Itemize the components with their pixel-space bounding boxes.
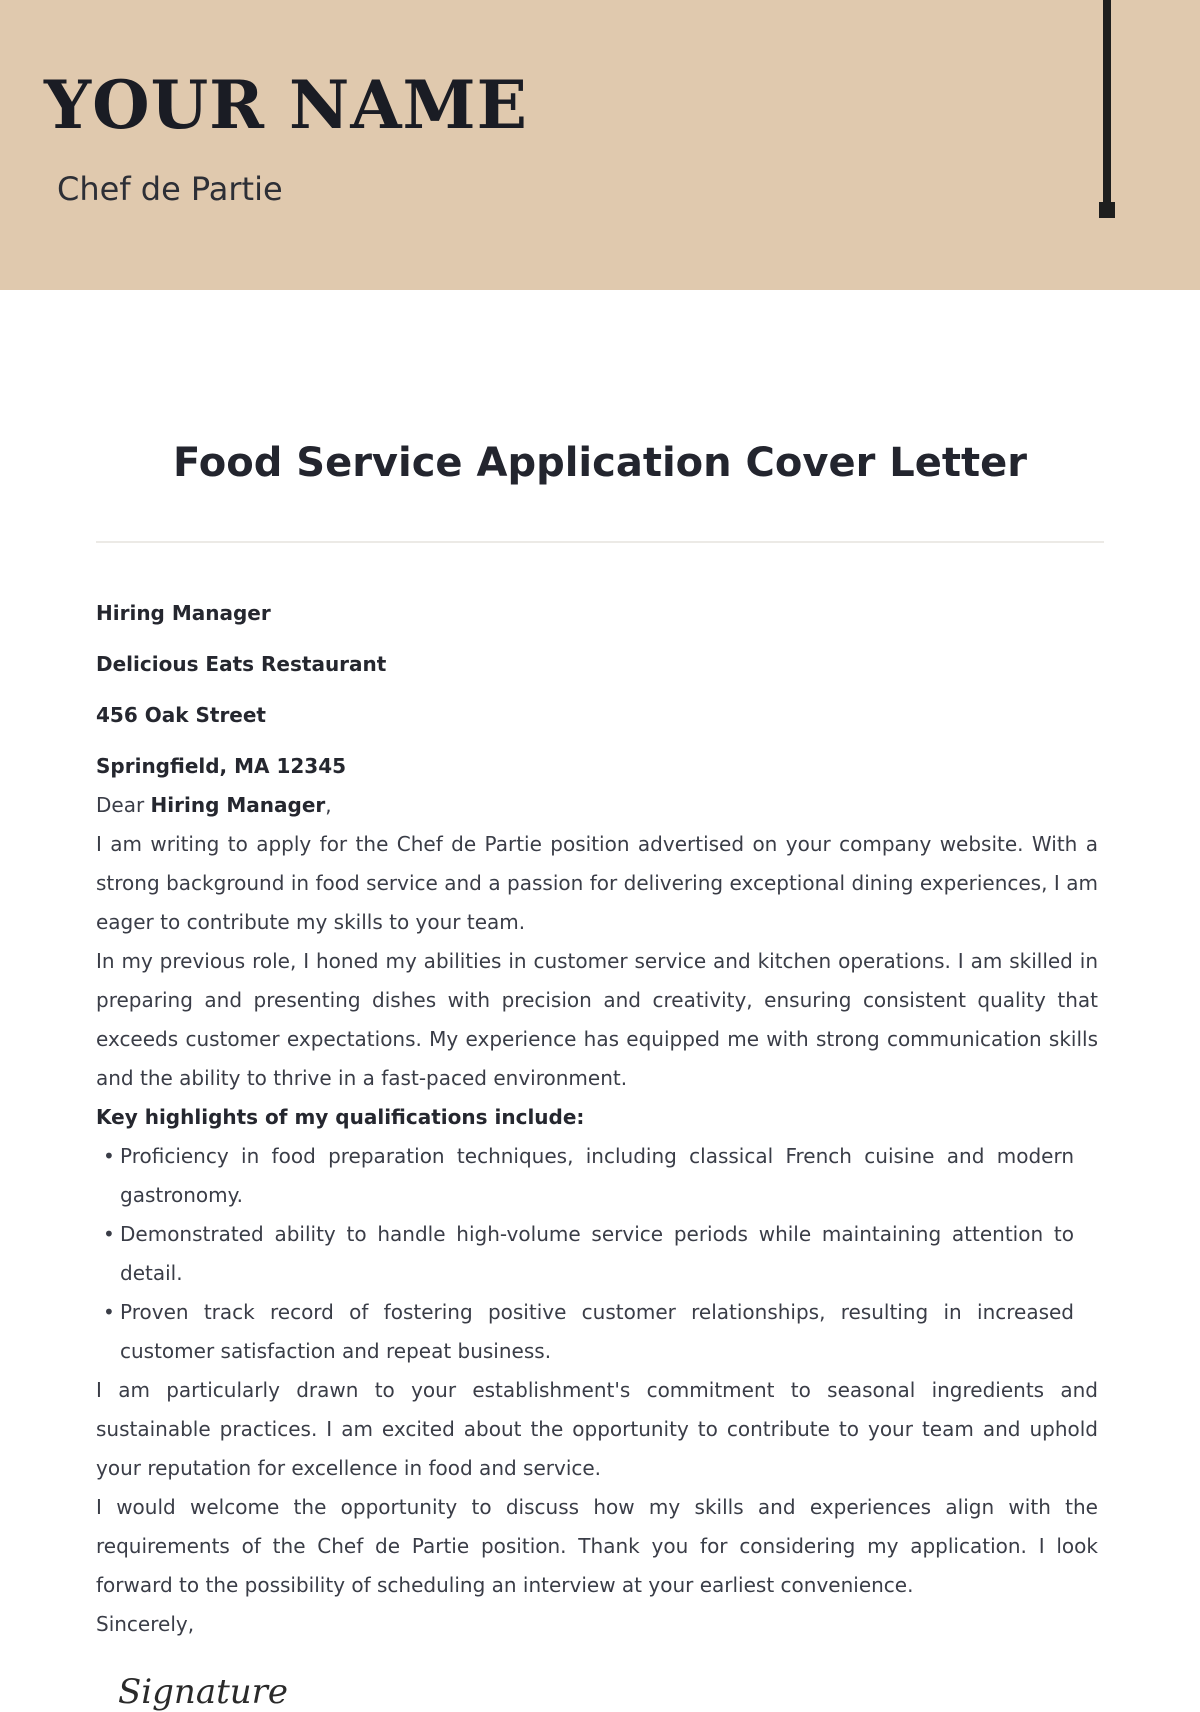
header-banner <box>0 0 1200 290</box>
bullet-icon: • <box>103 1222 115 1246</box>
recipient-city: Springfield, MA 12345 <box>96 754 347 778</box>
paragraph-closing: I would welcome the opportunity to discuss how my skills and experiences align with the requirements of the Chef de Partie position. Thank you for considering my application. I look forward to the possibility of scheduling an interview at your earliest convenience. <box>96 1495 1098 1597</box>
signature: Signature <box>118 1672 289 1712</box>
letter-title: Food Service Application Cover Letter <box>173 440 1027 486</box>
applicant-name: YOUR NAME <box>44 66 528 144</box>
sign-off: Sincerely, <box>96 1612 195 1636</box>
applicant-role: Chef de Partie <box>57 170 283 208</box>
recipient-company: Delicious Eats Restaurant <box>96 652 387 676</box>
paragraph-experience: In my previous role, I honed my abilities in customer service and kitchen operations. I am skilled in preparing and presenting dishes with precision and creativity, ensuring consistent quality that exceeds customer expectations. My experience has equipped me with strong communication skills and the ability to thrive in a fast-paced environment. <box>96 949 1098 1090</box>
bullet-icon: • <box>103 1144 115 1168</box>
highlights-heading: Key highlights of my qualifications include: <box>96 1105 585 1129</box>
highlight-text: Proven track record of fostering positive customer relationships, resulting in increased customer satisfaction and repeat business. <box>120 1300 1074 1363</box>
list-item <box>96 1137 1098 1215</box>
paragraph-intro: I am writing to apply for the Chef de Partie position advertised on your company website. With a strong background in food service and a passion for delivering exceptional dining experiences, I am eager to contribute my skills to your team. <box>96 832 1098 934</box>
recipient-name: Hiring Manager <box>96 601 271 625</box>
list-item <box>96 1215 1098 1293</box>
header-accent-bar <box>1103 0 1111 204</box>
header-accent-end <box>1099 202 1115 218</box>
letter-body <box>96 594 1098 1644</box>
paragraph-establishment: I am particularly drawn to your establishment's commitment to seasonal ingredients and sustainable practices. I am excited about the opportunity to contribute to your team and uphold your reputation for excellence in food and service. <box>96 1378 1098 1480</box>
list-item <box>96 1293 1098 1371</box>
recipient-street: 456 Oak Street <box>96 703 266 727</box>
bullet-icon: • <box>103 1300 115 1324</box>
greeting-name: Hiring Manager <box>150 793 326 817</box>
highlight-text: Demonstrated ability to handle high-volume service periods while maintaining attention to detail. <box>120 1222 1074 1285</box>
highlight-text: Proficiency in food preparation techniques, including classical French cuisine and modern gastronomy. <box>120 1144 1074 1207</box>
greeting <box>96 786 1098 825</box>
highlights-list <box>96 1137 1098 1371</box>
title-divider <box>96 541 1104 543</box>
greeting-suffix: , <box>325 793 332 817</box>
greeting-prefix: Dear <box>96 793 145 817</box>
